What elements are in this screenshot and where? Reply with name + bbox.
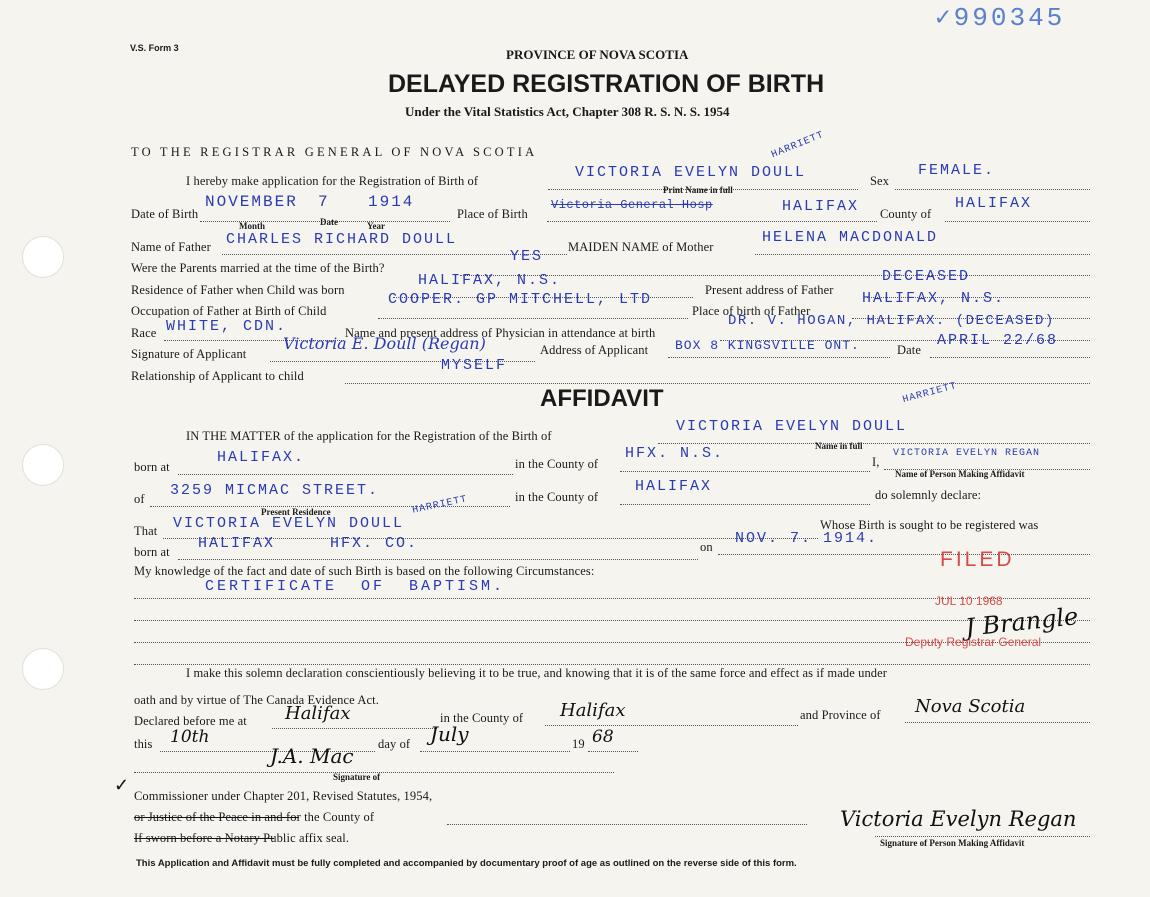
present-residence-label: Present Residence	[261, 507, 331, 517]
mother-name: HELENA MACDONALD	[762, 229, 939, 246]
applicant-address-label: Address of Applicant	[540, 343, 649, 357]
county-label-1: in the County of	[515, 457, 599, 471]
form-title: DELAYED REGISTRATION OF BIRTH	[388, 70, 825, 98]
affidavit-child-name: VICTORIA EVELYN DOULL	[676, 418, 908, 435]
binder-hole-middle	[22, 444, 64, 486]
on-label: on	[700, 540, 713, 554]
filed-date: JUL 10 1968	[935, 594, 1003, 608]
county-label-2: in the County of	[515, 490, 599, 504]
place-struck: Victoria General Hosp	[551, 198, 713, 212]
physician-label: Name and present address of Physician in attendance at birth	[345, 326, 656, 340]
race-label: Race	[131, 326, 157, 340]
date-label: Date	[897, 343, 921, 357]
province-value: Nova Scotia	[915, 696, 1026, 717]
binder-hole-top	[22, 236, 64, 278]
place-value: HALIFAX	[782, 198, 860, 215]
binder-hole-bottom	[22, 648, 64, 690]
child-name: VICTORIA EVELYN DOULL	[575, 164, 807, 181]
that-name: VICTORIA EVELYN DOULL	[173, 515, 405, 532]
act-reference: Under the Vital Statistics Act, Chapter 308 R. S. N. S. 1954	[405, 104, 730, 119]
dob-month: NOVEMBER	[205, 193, 298, 211]
child-name-insert: HARRIETT	[769, 129, 827, 162]
born-at-label: born at	[134, 460, 170, 474]
name-in-full-label: Name in full	[815, 441, 863, 451]
day-of-label: day of	[378, 737, 411, 751]
county-label: County of	[880, 207, 932, 221]
province-label: and Province of	[800, 708, 881, 722]
knowledge-label: My knowledge of the fact and date of such Birth is based on the following Circumstances:	[134, 564, 595, 578]
father-label: Name of Father	[131, 240, 211, 254]
married-label: Were the Parents married at the time of the Birth?	[131, 261, 385, 275]
county-label-3: in the County of	[440, 711, 524, 725]
declare-label: do solemnly declare:	[875, 488, 982, 502]
year-prefix: 19	[572, 737, 585, 751]
race-value: WHITE, CDN.	[166, 318, 288, 335]
dob-label: Date of Birth	[131, 207, 199, 221]
county-value-2: HALIFAX	[635, 478, 713, 495]
father-pob-label: Place of birth of Father	[692, 304, 811, 318]
affiant-signature: Victoria Evelyn Regan	[840, 807, 1077, 831]
father-address: DECEASED	[882, 268, 971, 285]
father-address-label: Present address of Father	[705, 283, 834, 297]
father-residence: HALIFAX, N.S.	[418, 272, 562, 289]
filed-stamp: FILED	[940, 548, 1015, 571]
relationship-value: MYSELF	[441, 357, 508, 374]
commissioner-line: Commissioner under Chapter 201, Revised Statutes, 1954,	[134, 789, 433, 803]
dob-year: 1914	[368, 193, 415, 211]
justice-line: or Justice of the Peace in and for the County of	[134, 810, 375, 824]
dob-day: 7	[318, 193, 330, 211]
county-value-1: HFX. N.S.	[625, 445, 725, 462]
born-at-value: HALIFAX.	[217, 449, 306, 466]
county-value: HALIFAX	[955, 195, 1033, 212]
province-heading: PROVINCE OF NOVA SCOTIA	[506, 47, 689, 62]
deputy-signature: J Brangle	[963, 602, 1080, 642]
that-label: That	[134, 524, 158, 538]
physician-value: DR. V. HOGAN, HALIFAX. (DECEASED)	[728, 313, 1055, 329]
sex-label: Sex	[870, 174, 890, 188]
whose-label: Whose Birth is sought to be registered was	[820, 518, 1039, 532]
year-suffix: 68	[592, 727, 614, 747]
born-at-value-2: HALIFAX HFX. CO.	[198, 535, 419, 552]
affiant-label: Name of Person Making Affidavit	[895, 469, 1025, 479]
signature-label: Signature of Applicant	[131, 347, 247, 361]
i-label: I,	[872, 455, 880, 469]
footer-note: This Application and Affidavit must be fully completed and accompanied by documentary proof of age as outlined on the reverse side of this form.	[136, 858, 797, 869]
county-value-3: Halifax	[560, 700, 626, 721]
application-date: APRIL 22/68	[937, 332, 1059, 349]
form-number: V.S. Form 3	[130, 43, 179, 53]
month-value: July	[430, 722, 469, 746]
occupation-label: Occupation of Father at Birth of Child	[131, 304, 327, 318]
solemn-line-2: oath and by virtue of The Canada Evidence Act.	[134, 693, 379, 707]
day-value: 10th	[170, 727, 210, 747]
notary-line: If sworn before a Notary Public affix seal.	[134, 831, 350, 845]
print-name-label: Print Name in full	[663, 185, 733, 195]
deputy-title: Deputy Registrar General	[905, 635, 1042, 649]
intro-label: I hereby make application for the Registration of Birth of	[186, 174, 479, 188]
father-residence-label: Residence of Father when Child was born	[131, 283, 345, 297]
matter-label: IN THE MATTER of the application for the Registration of the Birth of	[186, 429, 552, 443]
check-mark: ✓	[114, 775, 130, 795]
this-label: this	[134, 737, 153, 751]
born-on-value: NOV. 7. 1914.	[735, 530, 879, 547]
married-value: YES	[510, 248, 544, 265]
sex-value: FEMALE.	[918, 162, 996, 179]
file-number: ✓990345	[935, 3, 1066, 33]
father-name: CHARLES RICHARD DOULL	[226, 231, 458, 248]
born-at-label-2: born at	[134, 545, 170, 559]
applicant-signature: Victoria E. Doull (Regan)	[283, 334, 486, 353]
circumstances-value: CERTIFICATE OF BAPTISM.	[205, 578, 506, 595]
that-name-insert: HARRIETT	[411, 494, 469, 517]
declared-at: Halifax	[285, 703, 351, 724]
affiant-signature-label: Signature of Person Making Affidavit	[880, 838, 1025, 848]
father-pob: HALIFAX, N.S.	[862, 290, 1006, 307]
of-label: of	[134, 492, 145, 506]
residence-value: 3259 MICMAC STREET.	[170, 482, 380, 499]
solemn-line-1: I make this solemn declaration conscientiously believing it to be true, and knowing that it is of the same force and effect as if made under	[186, 666, 888, 680]
declared-label: Declared before me at	[134, 714, 247, 728]
mother-label: MAIDEN NAME of Mother	[568, 240, 714, 254]
year-label: Year	[367, 221, 385, 231]
affiant-name: VICTORIA EVELYN REGAN	[893, 448, 1041, 459]
addressee: TO THE REGISTRAR GENERAL OF NOVA SCOTIA	[131, 145, 538, 159]
month-label: Month	[239, 221, 266, 231]
commissioner-signature: J.A. Mac	[270, 744, 354, 768]
affidavit-name-insert: HARRIETT	[901, 380, 959, 407]
relationship-label: Relationship of Applicant to child	[131, 369, 304, 383]
applicant-address: BOX 8 KINGSVILLE ONT.	[675, 338, 860, 353]
affidavit-heading: AFFIDAVIT	[540, 385, 664, 412]
signature-of-label: Signature of	[333, 772, 381, 782]
day-label: Date	[320, 217, 338, 227]
occupation-value: COOPER. GP MITCHELL, LTD	[388, 291, 653, 308]
place-label: Place of Birth	[457, 207, 528, 221]
